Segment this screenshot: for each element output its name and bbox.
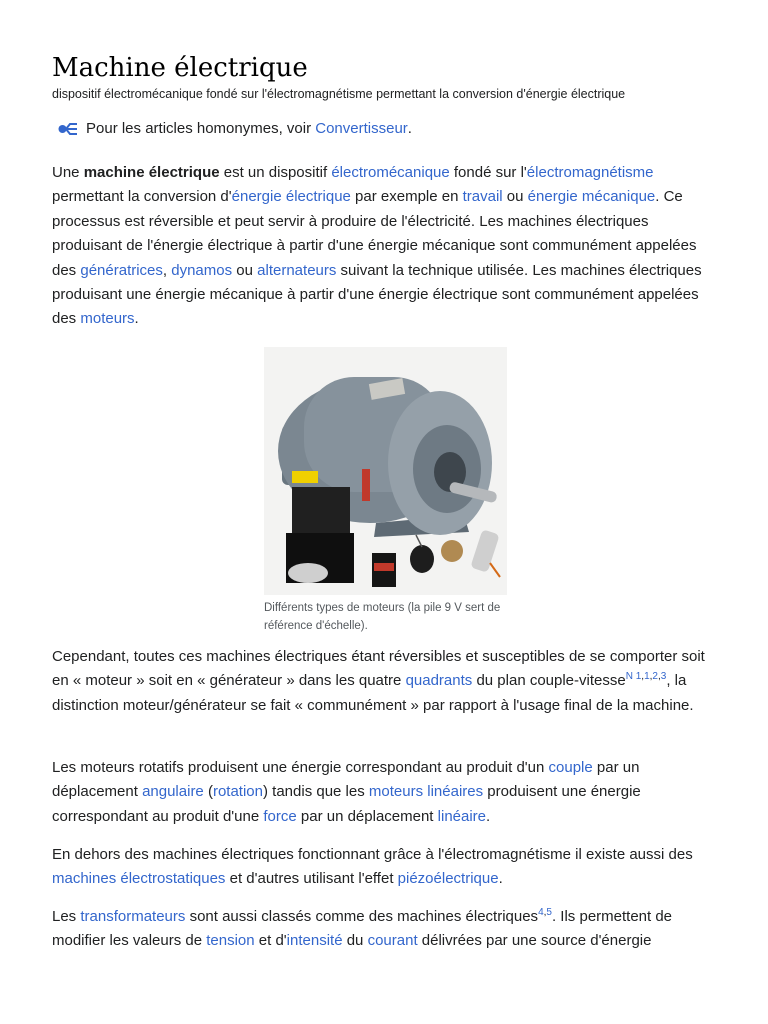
link-moteurs[interactable]: moteurs: [80, 310, 135, 328]
text: est un dispositif: [219, 164, 332, 181]
text: par exemple en: [350, 188, 463, 206]
text: et d': [254, 932, 287, 950]
paragraph-electrostatiques: [52, 843, 722, 892]
paragraph-transformateurs: Les transformateurs sont aussi classés comme des machines électriques$^{4,5}$. Ils permettent de modifier les valeurs de tension et d'intensité du courant délivrées par une source d'énergie: [52, 907, 673, 950]
paragraph-reversibility: Cependant, toutes ces machines électriques étant réversibles et susceptibles de se comporter soit en « moteur » soit en « générateur » dans les quatre quadrants du plan couple-vitesse$^{N 1,1,2,3}$, la distinction moteur/générateur se fait « communément » par rapport à l'usage final de la machine.: [52, 648, 705, 714]
link-travail[interactable]: travail: [462, 188, 503, 206]
text: (: [203, 783, 213, 801]
text: .: [486, 807, 491, 825]
link-energie-mecanique[interactable]: énergie mécanique: [527, 188, 656, 206]
text: , la distinction moteur/générateur se fait « communément » par rapport à l'usage final de la machine.: [52, 672, 694, 714]
text: . Ce processus est réversible et peut servir à produire de l'électricité. Les machines électriques produisant de l'énergie électrique à partir d'une énergie mécanique sont communément appelées des: [52, 188, 697, 279]
link-angulaire[interactable]: angulaire: [142, 783, 204, 801]
text: par un déplacement: [52, 759, 640, 801]
text: produisent une énergie correspondant au produit d'une: [52, 783, 641, 825]
link-intensite[interactable]: intensité: [286, 932, 343, 950]
text: du: [342, 932, 368, 950]
ref-2[interactable]: 2: [652, 671, 658, 683]
text: En dehors des machines électriques fonctionnant grâce à l'électromagnétisme il existe aussi des: [52, 846, 693, 863]
text: permettant la conversion d': [52, 188, 232, 206]
text: Les: [52, 908, 81, 925]
ref-4[interactable]: 4: [538, 907, 544, 918]
hatnote-end: .: [407, 120, 412, 137]
link-couple[interactable]: couple: [548, 759, 593, 776]
link-electromagnetisme[interactable]: électromagnétisme: [526, 164, 654, 181]
text: sont aussi classés comme des machines électriques: [185, 908, 539, 925]
link-energie-electrique[interactable]: énergie électrique: [231, 188, 351, 206]
text: fondé sur l': [449, 164, 527, 181]
link-piezoelectrique[interactable]: piézoélectrique: [397, 870, 499, 888]
hatnote-text: Pour les articles homonymes, voir: [86, 120, 316, 137]
text: .: [134, 310, 139, 328]
text: suivant la technique utilisée. Les machines électriques produisant une énergie mécanique à partir d'une énergie électrique sont communément appelées des: [52, 261, 702, 328]
link-alternateurs[interactable]: alternateurs: [257, 261, 337, 279]
text: et d'autres utilisant l'effet: [225, 870, 398, 888]
text: ) tandis que les: [263, 783, 369, 801]
motors-image[interactable]: [264, 347, 507, 595]
disambiguation-icon: [58, 122, 78, 136]
link-transformateurs[interactable]: transformateurs: [80, 908, 186, 925]
link-lineaire[interactable]: linéaire: [437, 807, 487, 825]
figure-motors: [264, 347, 507, 635]
text: ,: [162, 261, 172, 279]
link-electromecanique[interactable]: électromécanique: [331, 164, 450, 181]
text: Cependant, toutes ces machines électriques étant réversibles et susceptibles de se comporter soit en « moteur » soit en « générateur » dans les quatre: [52, 648, 705, 690]
text: Les moteurs rotatifs produisent une énergie correspondant au produit d'un: [52, 759, 549, 776]
link-dynamos[interactable]: dynamos: [171, 261, 233, 279]
note-n1[interactable]: N 1: [625, 671, 642, 683]
page-subtitle: dispositif électromécanique fondé sur l'électromagnétisme permettant la conversion d'énergie électrique: [52, 87, 626, 101]
paragraph-rotatifs: [52, 756, 722, 829]
figure-caption: Différents types de moteurs (la pile 9 V sert de référence d'échelle).: [264, 602, 501, 632]
link-tension[interactable]: tension: [206, 932, 255, 950]
text: .: [498, 870, 503, 888]
hatnote: [58, 120, 412, 137]
text: . Ils permettent de modifier les valeurs de: [52, 908, 673, 950]
text: délivrées par une source d'énergie: [417, 932, 652, 950]
link-machines-electrostatiques[interactable]: machines électrostatiques: [52, 870, 226, 888]
text: par un déplacement: [296, 807, 438, 825]
link-moteurs-lineaires[interactable]: moteurs linéaires: [368, 783, 484, 801]
text: du plan couple-vitesse: [472, 672, 626, 690]
paragraph-intro: [52, 161, 722, 332]
ref-3[interactable]: 3: [660, 671, 667, 683]
link-convertisseur[interactable]: Convertisseur: [315, 120, 408, 137]
text: ou: [502, 188, 528, 206]
ref-5[interactable]: 5: [546, 907, 552, 918]
ref-1[interactable]: 1: [644, 671, 650, 683]
link-quadrants[interactable]: quadrants: [405, 672, 473, 690]
link-force[interactable]: force: [263, 807, 297, 825]
article-header: [52, 52, 732, 102]
link-courant[interactable]: courant: [367, 932, 418, 950]
text: Une: [52, 164, 84, 181]
link-rotation[interactable]: rotation: [212, 783, 263, 801]
page-title: Machine électrique: [52, 53, 308, 83]
term-bold: machine électrique: [83, 164, 220, 181]
text: ou: [232, 261, 258, 279]
link-generatrices[interactable]: génératrices: [80, 261, 163, 279]
